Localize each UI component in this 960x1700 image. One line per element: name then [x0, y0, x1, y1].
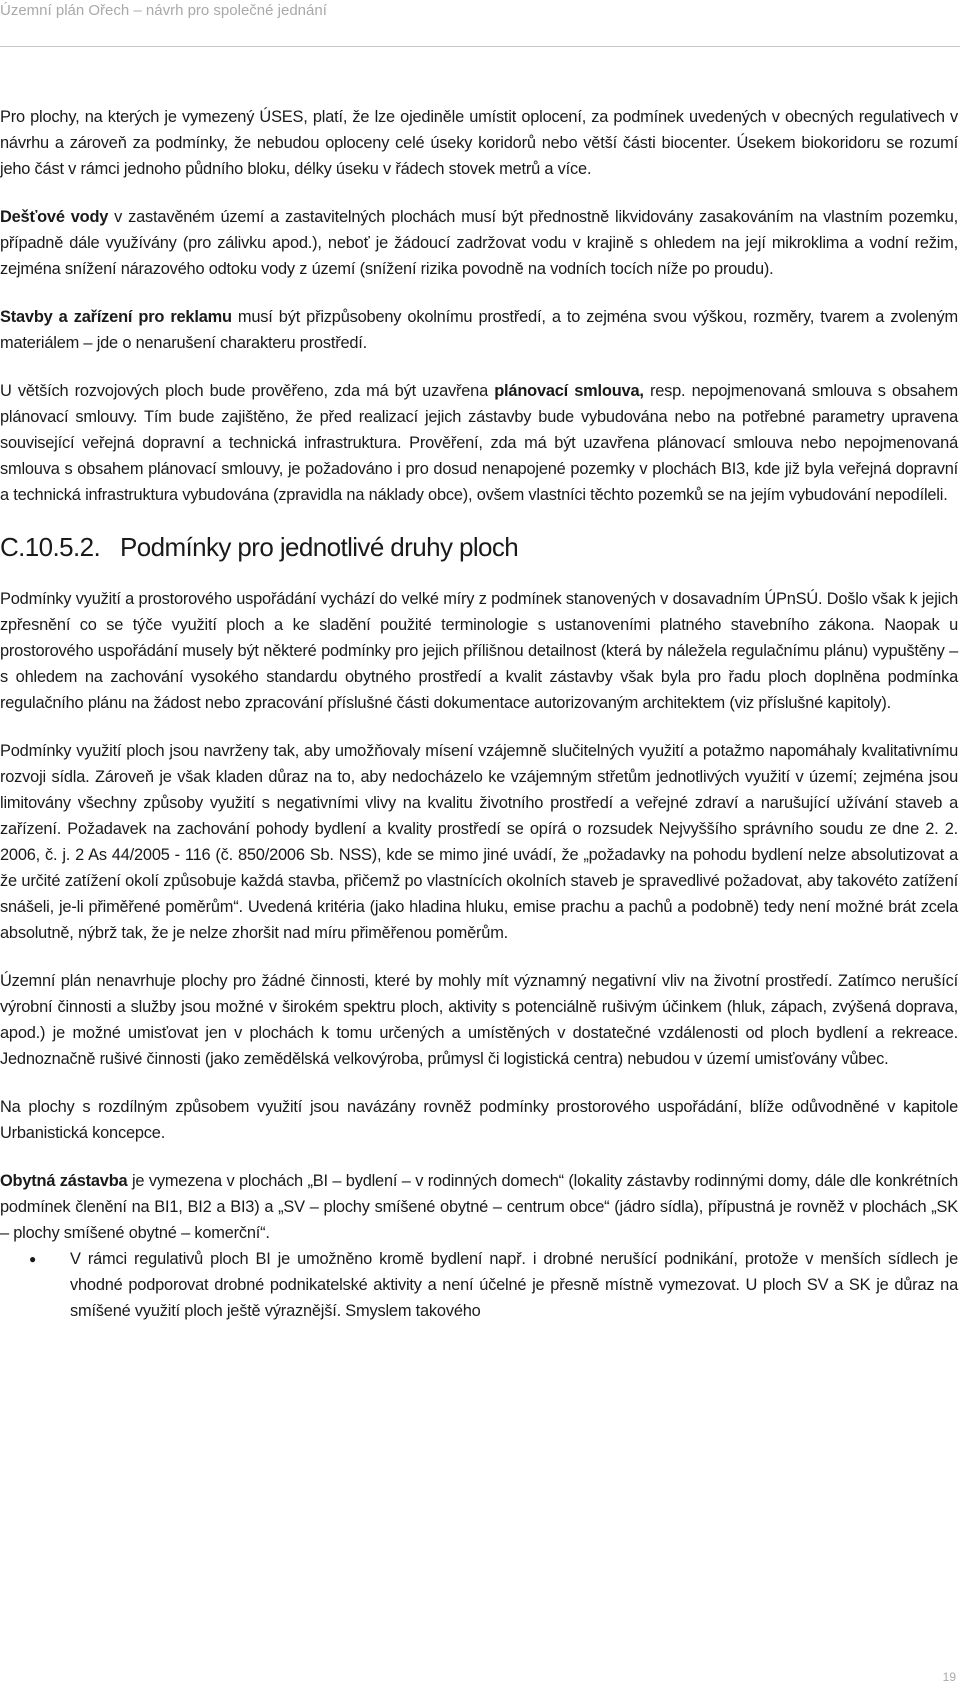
term-advertising: Stavby a zařízení pro reklamu — [0, 308, 232, 326]
list-item: ● V rámci regulativů ploch BI je umožněno kromě bydlení např. i drobné nerušící podnikání, protože v menších sídlech je vhodné podporovat drobné podnikatelské aktivity a není účelné je přesně místně vymezovat. U ploch SV a SK je důraz na smíšené využití ploch ještě výraznější. Smyslem takového — [70, 1246, 958, 1324]
section-heading — [0, 530, 958, 564]
paragraph-conditions: Podmínky využití a prostorového uspořádání vychází do velké míry z podmínek stanovených v dosavadním ÚPnSÚ. Došlo však k jejich zpřesnění co se týče využití ploch a ke sladění použité terminologie s ustanoveními platného stavebního zákona. Naopak u prostorového uspořádání musely být některé podmínky pro jejich přílišnou detailnost (která by náležela regulačnímu plánu) vypuštěny – s ohledem na zachování vysokého standardu obytného prostředí a kvalit zástavby však byla pro řadu ploch doplněna podmínka regulačního plánu na žádost nebo zpracování příslušné části dokumentace autorizovaným architektem (viz příslušné kapitoly). — [0, 590, 958, 712]
header-rule — [0, 46, 960, 47]
paragraph-compatibility: Podmínky využití ploch jsou navrženy tak, aby umožňovaly mísení vzájemně slučitelných využití a potažmo napomáhaly kvalitativnímu rozvoji sídla. Zároveň je však kladen důraz na to, aby nedocházelo ke vzájemným střetům jednotlivých využití v území; zejména jsou limitovány všechny způsoby využití s negativními vlivy na kvalitu životního prostředí a veřejné zdraví a narušující užívání staveb a zařízení. Požadavek na zachování pohody bydlení a kvality prostředí se opírá o rozsudek Nejvyššího správního soudu ze dne 2. 2. 2006, č. j. 2 As 44/2005 - 116 (č. 850/2006 Sb. NSS), kde se mimo jiné uvádí, že „požadavky na pohodu bydlení nelze absolutizovat a že určité zatížení okolí způsobuje každá stavba, přičemž po vlastnících okolních staveb je spravedlivé požadovat, aby takovéto zatížení snášeli, je-li přiměřené poměrům“. Uvedená kritéria (jako hladina hluku, emise prachu a pachů a podobně) tedy není možné brát zcela absolutně, nýbrž tak, že je nelze zhoršit nad míru přiměřenou poměrům. — [0, 742, 958, 942]
page-number: 19 — [942, 1670, 956, 1684]
term-rainwater: Dešťové vody — [0, 208, 109, 226]
bullet-list — [0, 1246, 958, 1324]
term-planning-contract: plánovací smlouva, — [494, 382, 644, 400]
term-residential: Obytná zástavba — [0, 1172, 128, 1190]
paragraph-residential: Obytná zástavba je vymezena v plochách „BI – bydlení – v rodinných domech“ (lokality zástavby rodinnými domy, dále dle konkrétních podmínek členění na BI1, BI2 a BI3) a „SV – plochy smíšené obytné – centrum obce“ (jádro sídla), přípustná je rovněž v plochách „SK – plochy smíšené obytné – komerční“. — [0, 1172, 958, 1242]
paragraph-advertising: Stavby a zařízení pro reklamu musí být přizpůsobeny okolnímu prostředí, a to zejména svou výškou, rozměry, tvarem a zvoleným materiálem – jde o nenarušení charakteru prostředí. — [0, 308, 958, 352]
paragraph-environment: Územní plán nenavrhuje plochy pro žádné činnosti, které by mohly mít významný negativní vliv na životní prostředí. Zatímco nerušící výrobní činnosti a služby jsou možné v širokém spektru ploch, aktivity s potenciálně rušivým účinkem (hluk, zápach, zvýšená doprava, apod.) je možné umisťovat jen v plochách k tomu určených a umístěných v dostatečné vzdálenosti od ploch bydlení a rekreace. Jednoznačně rušivé činnosti (jako zemědělská velkovýroba, průmysl či logistická centra) nebudou v území umisťovány vůbec. — [0, 972, 958, 1068]
section-title: Podmínky pro jednotlivé druhy ploch — [120, 532, 519, 562]
paragraph-uses: Pro plochy, na kterých je vymezený ÚSES, platí, že lze ojediněle umístit oplocení, za podmínek uvedených v obecných regulativech v návrhu a zároveň za podmínky, že nebudou oploceny celé úseky koridorů nebo větší části biocenter. Úsekem biokoridoru se rozumí jeho část v rámci jednoho půdního bloku, délky úseku v řádech stovek metrů a více. — [0, 108, 958, 178]
document-body — [0, 104, 958, 1324]
paragraph-spatial: Na plochy s rozdílným způsobem využití jsou navázány rovněž podmínky prostorového uspořádání, blíže odůvodněné v kapitole Urbanistická koncepce. — [0, 1098, 958, 1142]
document-header: Územní plán Ořech – návrh pro společné jednání — [0, 2, 327, 19]
paragraph-planning-contract: U větších rozvojových ploch bude prověřeno, zda má být uzavřena plánovací smlouva, resp. nepojmenovaná smlouva s obsahem plánovací smlouvy. Tím bude zajištěno, že před realizací jejich zástavby bude vybudována nebo na potřebné parametry upravena související veřejná dopravní a technická infrastruktura. Prověření, zda má být uzavřena plánovací smlouva nebo nepojmenovaná smlouva s obsahem plánovací smlouvy, je požadováno i pro dosud nenapojené pozemky v plochách BI3, kde již byla veřejná dopravní a technická infrastruktura vybudována (zpravidla na náklady obce), ovšem vlastníci těchto pozemků se na jejím vybudování nepodíleli. — [0, 382, 958, 504]
section-number: C.10.5.2. — [0, 532, 101, 562]
paragraph-rainwater: Dešťové vody v zastavěném území a zastavitelných plochách musí být přednostně likvidovány zasakováním na vlastním pozemku, případně dále využívány (pro zálivku apod.), neboť je žádoucí zadržovat vodu v krajině s ohledem na její mikroklima a vodní režim, zejména snížení nárazového odtoku vody z území (snížení rizika povodně na vodních tocích níže po proudu). — [0, 208, 958, 278]
